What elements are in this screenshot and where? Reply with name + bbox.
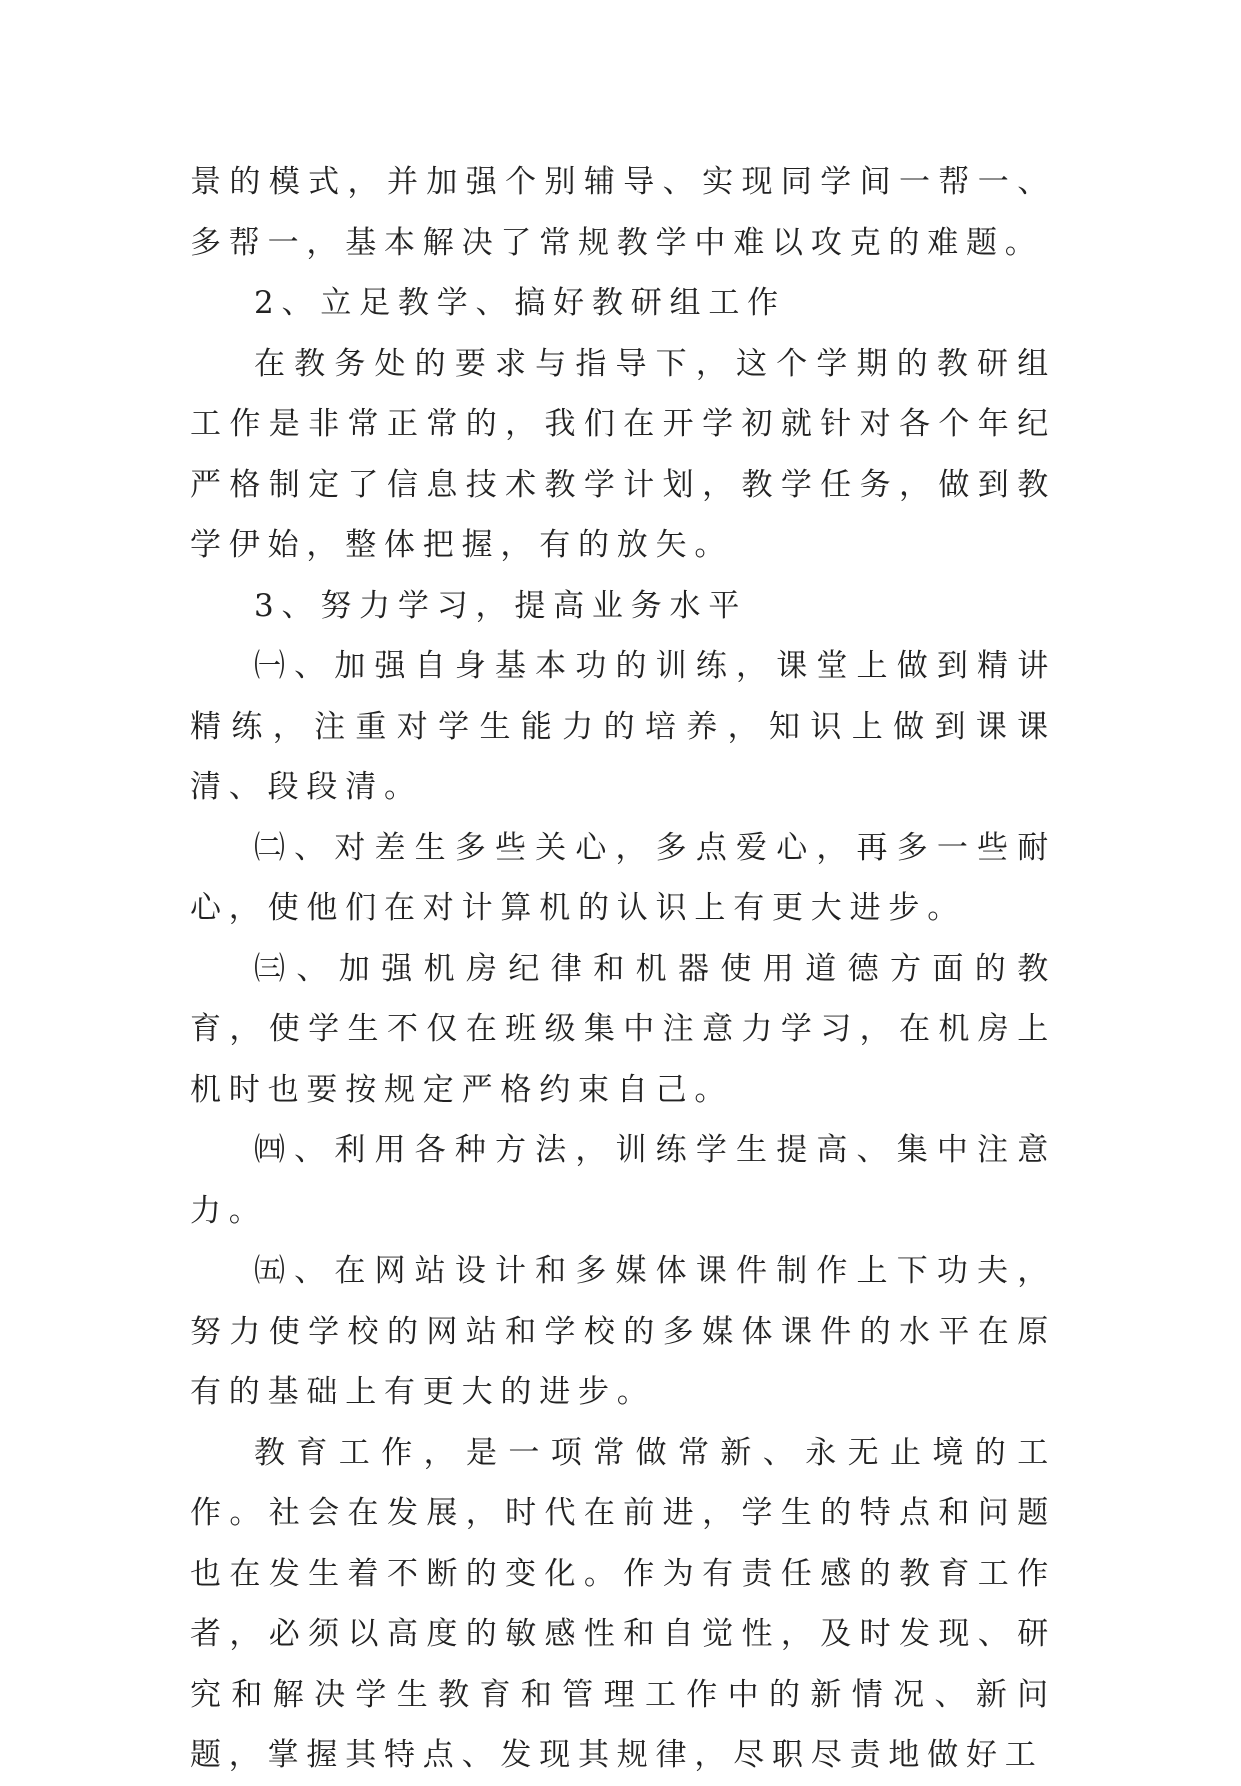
list-item-1: ㈠、加强自身基本功的训练，课堂上做到精讲精练，注重对学生能力的培养，知识上做到课课清、段段清。 (190, 648, 1056, 805)
section-heading-3: 3、努力学习，提高业务水平 (254, 587, 748, 624)
list-item-3: ㈢、加强机房纪律和机器使用道德方面的教育，使学生不仅在班级集中注意力学习，在机房上机时也要按规定严格约束自己。 (190, 950, 1056, 1108)
list-item-2: ㈡、对差生多些关心，多点爱心，再多一些耐心，使他们在对计算机的认识上有更大进步。 (190, 829, 1056, 926)
section-heading-2: 2、立足教学、搞好教研组工作 (254, 285, 786, 321)
document-body (190, 152, 1056, 1786)
paragraph-closing: 教育工作，是一项常做常新、永无止境的工作。社会在发展，时代在前进，学生的特点和问题也在发生着不断的变化。作为有责任感的教育工作者，必须以高度的敏感性和自觉性，及时发现、研究和解决学生教育和管理工作中的新情况、新问题，掌握其特点、发现其规律，尽职尽责地做好工 (190, 1434, 1056, 1773)
list-item-4: ㈣、利用各种方法，训练学生提高、集中注意力。 (190, 1132, 1056, 1229)
list-item-5: ㈤、在网站设计和多媒体课件制作上下功夫，努力使学校的网站和学校的多媒体课件的水平在原有的基础上有更大的进步。 (190, 1253, 1056, 1410)
paragraph-1: 景的模式，并加强个别辅导、实现同学间一帮一、多帮一，基本解决了常规教学中难以攻克的难题。 (190, 164, 1056, 261)
paragraph-3: 在教务处的要求与指导下，这个学期的教研组工作是非常正常的，我们在开学初就针对各个年纪严格制定了信息技术教学计划，教学任务，做到教学伊始，整体把握，有的放矢。 (190, 345, 1056, 563)
